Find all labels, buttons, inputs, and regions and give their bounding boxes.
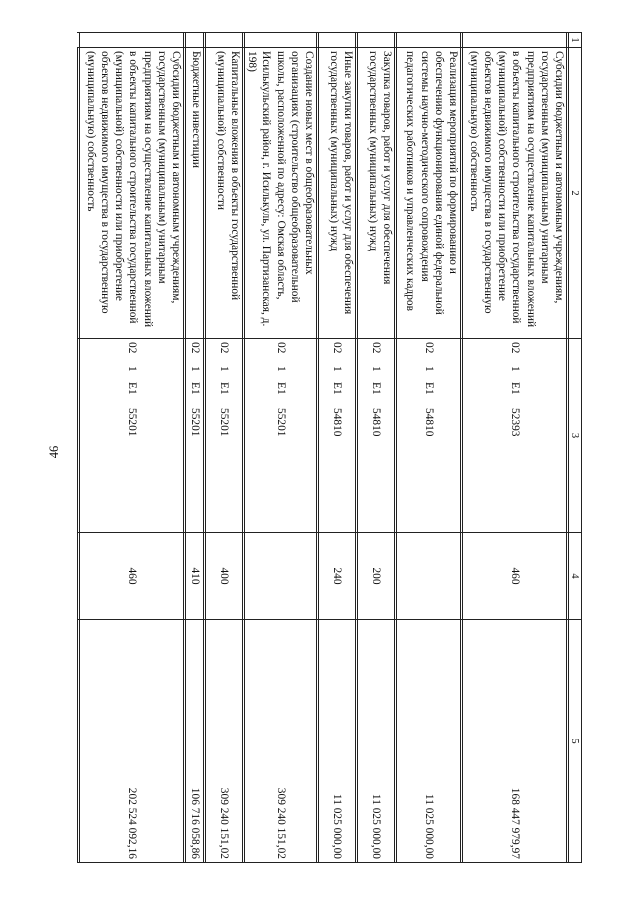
header-cell-1: 1 bbox=[569, 33, 582, 48]
row-group-cell: 410 bbox=[185, 533, 203, 620]
code-part-3: Е1 bbox=[370, 382, 383, 395]
row-code-cell bbox=[358, 339, 395, 533]
header-cell-5: 5 bbox=[569, 620, 582, 863]
code-part-4: 55201 bbox=[125, 408, 138, 437]
code-part-2: 1 bbox=[274, 366, 287, 372]
rotated-table-container bbox=[82, 32, 582, 862]
row-index-cell bbox=[397, 33, 461, 48]
header-cell-2: 2 bbox=[569, 48, 582, 339]
code-part-3: Е1 bbox=[331, 382, 344, 395]
row-name-cell: Иные закупки товаров, работ и услуг для обеспечения государственных (муниципальных) нужд bbox=[319, 48, 356, 339]
row-amount-cell: 11 025 000,00 bbox=[397, 620, 461, 863]
header-cell-4: 4 bbox=[569, 533, 582, 620]
table-row bbox=[358, 33, 395, 863]
row-name-cell: Капитальные вложения в объекты государственной (муниципальной) собственности bbox=[205, 48, 242, 339]
row-name-cell: Бюджетные инвестиции bbox=[185, 48, 203, 339]
row-name-cell: Закупка товаров, работ и услуг для обеспечения государственных (муниципальных) нужд bbox=[358, 48, 395, 339]
code-part-1: 02 bbox=[218, 342, 231, 354]
code-part-1: 02 bbox=[125, 342, 138, 354]
table-row bbox=[463, 33, 567, 863]
code-part-3: Е1 bbox=[218, 382, 231, 395]
row-amount-cell: 309 240 151,02 bbox=[244, 620, 316, 863]
code-part-3: Е1 bbox=[422, 382, 435, 395]
code-part-1: 02 bbox=[422, 342, 435, 354]
row-index-cell bbox=[358, 33, 395, 48]
row-group-cell: 200 bbox=[358, 533, 395, 620]
code-part-4: 55201 bbox=[188, 408, 201, 437]
row-code-cell bbox=[244, 339, 316, 533]
row-index-cell bbox=[319, 33, 356, 48]
code-part-4: 52393 bbox=[508, 408, 521, 437]
code-part-4: 55201 bbox=[274, 408, 287, 437]
spacer-row bbox=[317, 33, 319, 863]
row-amount-cell: 202 524 092,16 bbox=[79, 620, 183, 863]
code-part-1: 02 bbox=[188, 342, 201, 354]
row-code-cell bbox=[319, 339, 356, 533]
row-index-cell bbox=[79, 33, 183, 48]
code-part-2: 1 bbox=[422, 366, 435, 372]
spacer-row bbox=[395, 33, 397, 863]
table-row bbox=[185, 33, 203, 863]
spacer-row bbox=[77, 33, 79, 863]
spacer-row bbox=[203, 33, 205, 863]
code-part-4: 54810 bbox=[370, 408, 383, 437]
row-name-cell: Субсидии бюджетным и автономным учреждениям, государственным (муниципальным) унитарным предприятиям на осуществление капитальных вложений в объекты капитального строительства государственной (муниципальной) собственности или приобретение объектов недвижимого имущества в государственную (муниципальную) собственность bbox=[79, 48, 183, 339]
code-part-3: Е1 bbox=[508, 382, 521, 395]
budget-table-body bbox=[77, 33, 581, 863]
spacer-row bbox=[242, 33, 244, 863]
row-group-cell bbox=[244, 533, 316, 620]
row-group-cell: 460 bbox=[79, 533, 183, 620]
table-row bbox=[79, 33, 183, 863]
row-name-cell: Субсидии бюджетным и автономным учреждениям, государственным (муниципальным) унитарным предприятиям на осуществление капитальных вложений в объекты капитального строительства государственной (муниципальной) собственности или приобретение объектов недвижимого имущества в государственную (муниципальную) собственность bbox=[463, 48, 567, 339]
code-part-1: 02 bbox=[274, 342, 287, 354]
row-group-cell: 240 bbox=[319, 533, 356, 620]
table-row bbox=[319, 33, 356, 863]
row-code-cell bbox=[205, 339, 242, 533]
row-group-cell: 460 bbox=[463, 533, 567, 620]
row-group-cell: 400 bbox=[205, 533, 242, 620]
spacer-row bbox=[183, 33, 185, 863]
row-code-cell bbox=[79, 339, 183, 533]
row-index-cell bbox=[463, 33, 567, 48]
row-code-cell bbox=[185, 339, 203, 533]
page-number: 46 bbox=[47, 445, 61, 459]
row-name-cell: Реализация мероприятий по формированию и обеспечению функционирования единой федеральной системы научно-методического сопровождения педагогических работников и управленческих кадров bbox=[397, 48, 461, 339]
table-row bbox=[244, 33, 316, 863]
code-part-4: 54810 bbox=[422, 408, 435, 437]
table-row bbox=[397, 33, 461, 863]
row-amount-cell: 11 025 000,00 bbox=[319, 620, 356, 863]
row-code-cell bbox=[397, 339, 461, 533]
code-part-1: 02 bbox=[331, 342, 344, 354]
code-part-2: 1 bbox=[331, 366, 344, 372]
row-index-cell bbox=[205, 33, 242, 48]
table-row bbox=[205, 33, 242, 863]
code-part-3: Е1 bbox=[125, 382, 138, 395]
code-part-4: 54810 bbox=[331, 408, 344, 437]
budget-table bbox=[77, 32, 582, 863]
spacer-row bbox=[461, 33, 463, 863]
code-part-2: 1 bbox=[508, 366, 521, 372]
row-name-cell: Создание новых мест в общеобразовательных организациях (строительство общеобразовательной школы, расположенной по адресу: Омская область, Исилькульский район, г. Исилькуль, ул. Партизанская, д. 198) bbox=[244, 48, 316, 339]
header-row bbox=[569, 33, 582, 863]
spacer-row bbox=[567, 33, 569, 863]
code-part-1: 02 bbox=[370, 342, 383, 354]
row-index-cell bbox=[185, 33, 203, 48]
code-part-4: 55201 bbox=[218, 408, 231, 437]
spacer-row bbox=[356, 33, 358, 863]
row-code-cell bbox=[463, 339, 567, 533]
row-group-cell bbox=[397, 533, 461, 620]
row-amount-cell: 309 240 151,02 bbox=[205, 620, 242, 863]
code-part-2: 1 bbox=[370, 366, 383, 372]
code-part-2: 1 bbox=[188, 366, 201, 372]
row-amount-cell: 168 447 979,97 bbox=[463, 620, 567, 863]
row-index-cell bbox=[244, 33, 316, 48]
code-part-3: Е1 bbox=[274, 382, 287, 395]
row-amount-cell: 106 716 058,86 bbox=[185, 620, 203, 863]
header-cell-3: 3 bbox=[569, 339, 582, 533]
row-amount-cell: 11 025 000,00 bbox=[358, 620, 395, 863]
code-part-2: 1 bbox=[125, 366, 138, 372]
code-part-2: 1 bbox=[218, 366, 231, 372]
code-part-3: Е1 bbox=[188, 382, 201, 395]
code-part-1: 02 bbox=[508, 342, 521, 354]
